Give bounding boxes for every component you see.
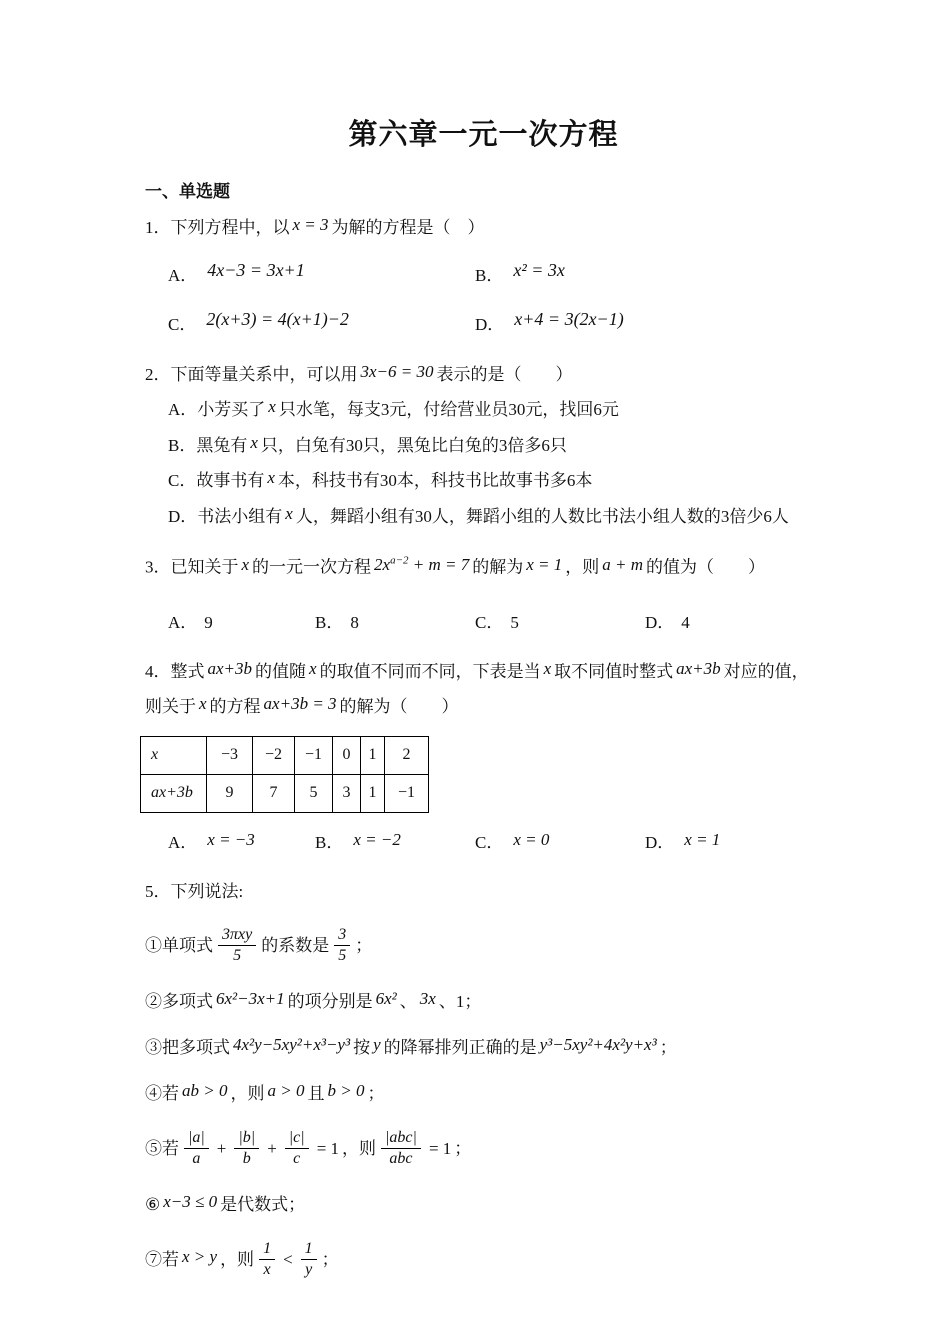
q4-cell-x-5: 1 [361, 736, 385, 774]
fraction-denominator: y [305, 1261, 313, 1279]
q5-s7-text-1: ⑦若 [145, 1249, 179, 1269]
q5-s1-fraction-2 [334, 926, 350, 966]
q2-option-b-var: x [250, 432, 258, 452]
q5-s5-fraction-abc [381, 1129, 421, 1169]
q5-s2-polynomial: 6x²−3x+1 [216, 988, 285, 1008]
q5-s3-text-4: ； [659, 1037, 677, 1057]
question-4-options [168, 825, 822, 860]
q1-text-2: 为解的方程是（ ） [331, 218, 485, 237]
q5-s3-var-y: y [373, 1034, 381, 1054]
fraction-denominator: c [293, 1150, 301, 1168]
q5-s5-fraction-c [285, 1129, 309, 1169]
q4-var-x-1: x [309, 658, 317, 678]
question-3 [145, 538, 822, 640]
q5-s1-text-1: ①单项式 [145, 935, 213, 955]
question-2 [145, 357, 822, 534]
q5-s7-text-3: ； [321, 1249, 339, 1269]
question-1 [145, 210, 822, 335]
q4-option-b-formula: x = −2 [353, 829, 401, 849]
less-than-operator: < [283, 1249, 293, 1269]
q5-s5-text-3: ； [454, 1138, 472, 1158]
q4-option-a-label: A． [168, 832, 198, 852]
question-3-stem [145, 538, 822, 593]
q1-option-a [168, 261, 475, 286]
q4-cell-v-5: 1 [361, 774, 385, 812]
q1-option-b [475, 261, 822, 286]
q4-expr-2: ax+3b [676, 658, 721, 678]
q2-option-a-var: x [268, 397, 276, 416]
q5-s2-term-2: 3x [419, 988, 436, 1008]
q4-cell-x-header: x [141, 736, 207, 774]
q5-statement-3 [145, 1029, 822, 1066]
q5-s3-text-3: 的降幂排列正确的是 [383, 1037, 537, 1057]
q2-option-c [168, 463, 822, 499]
q4-text-4: 取不同值时整式 [554, 661, 674, 681]
q4-option-a [168, 825, 315, 860]
q4-cell-x-6: 2 [385, 736, 429, 774]
question-5 [145, 874, 822, 1285]
q3-option-c-value: 5 [510, 612, 519, 632]
equals-one: = 1 [316, 1138, 340, 1158]
q4-cell-expr-header: ax+3b [141, 774, 207, 812]
q4-option-b-label: B． [315, 832, 344, 852]
q3-text-4: ，则 [565, 557, 600, 577]
q4-text-7: 的方程 [209, 696, 261, 716]
q4-cell-x-1: −3 [207, 736, 253, 774]
q5-s4-text-3: 且 [307, 1083, 325, 1103]
q1-text-1: 1．下列方程中，以 [145, 218, 290, 237]
question-2-stem [145, 357, 822, 392]
q3-option-d-label: D． [645, 612, 675, 632]
q5-s7-fraction-y [301, 1240, 317, 1280]
q4-option-c-formula: x = 0 [513, 829, 550, 849]
page-title: 第六章一元一次方程 [348, 119, 619, 151]
fraction-denominator: b [242, 1150, 251, 1168]
q2-option-d [168, 499, 822, 535]
q2-option-b-post: 只，白兔有30只，黑兔比白兔的3倍多6只 [260, 435, 567, 455]
q5-s6-text-2: 是代数式； [220, 1194, 306, 1214]
q3-text-2: 的一元一次方程 [252, 557, 372, 577]
fraction-denominator: 5 [338, 947, 347, 965]
q1-option-a-formula: 4x−3 = 3x+1 [207, 260, 305, 280]
q4-cell-x-4: 0 [333, 736, 361, 774]
q4-cell-v-2: 7 [253, 774, 295, 812]
q4-text-3: 的取值不同而不同，下表是当 [319, 661, 541, 681]
fraction-numerator: 1 [259, 1240, 275, 1260]
q3-option-d-value: 4 [681, 612, 690, 632]
q5-s4-text-1: ④若 [145, 1083, 179, 1103]
q2-option-a-post: 只水笔，每支3元，付给营业员30元，找回6元 [278, 400, 619, 419]
q3-option-a [168, 605, 315, 640]
q3-option-c-label: C． [475, 612, 504, 632]
q4-option-d-label: D． [645, 832, 675, 852]
q5-s1-text-2: 的系数是 [261, 935, 330, 955]
q3-option-b-value: 8 [350, 612, 359, 632]
q2-text-1: 2．下面等量关系中，可以用 [145, 365, 358, 384]
q2-option-c-var: x [267, 468, 275, 487]
q2-option-d-post: 人，舞蹈小组有30人，舞蹈小组的人数比书法小组人数的3倍少6人 [295, 506, 789, 526]
q3-option-b-label: B． [315, 612, 344, 632]
q2-equation: 3x−6 = 30 [360, 362, 434, 381]
q4-text-8: 的解为（ ） [339, 696, 459, 716]
q4-cell-x-3: −1 [295, 736, 333, 774]
q5-s7-cond: x > y [182, 1246, 218, 1266]
q5-s2-term-1: 6x² [375, 988, 397, 1008]
q4-option-d [645, 825, 822, 860]
q5-s2-text-3: 、1； [438, 991, 482, 1011]
q1-option-c-formula: 2(x+3) = 4(x+1)−2 [206, 309, 349, 329]
q5-s4-concl-1: a > 0 [267, 1080, 305, 1100]
fraction-denominator: 5 [233, 947, 242, 965]
q5-statement-7 [145, 1235, 822, 1285]
q4-cell-v-6: −1 [385, 774, 429, 812]
q1-option-a-label: A． [168, 266, 198, 285]
q3-option-c [475, 605, 645, 640]
q4-value-table [140, 736, 429, 813]
q3-equation [374, 555, 469, 574]
fraction-numerator: 1 [301, 1240, 317, 1260]
q5-s1-fraction-1 [218, 926, 256, 966]
q4-option-d-formula: x = 1 [684, 829, 721, 849]
q1-option-d-label: D． [475, 315, 505, 334]
fraction-numerator: |abc| [381, 1129, 421, 1149]
q3-option-a-label: A． [168, 612, 198, 632]
q4-equation: ax+3b = 3 [263, 693, 337, 713]
q2-option-a [168, 392, 822, 428]
q2-option-b [168, 428, 822, 464]
q5-s3-text-1: ③把多项式 [145, 1037, 230, 1057]
q3-option-a-value: 9 [204, 612, 213, 632]
q4-option-b [315, 825, 475, 860]
question-1-options [168, 261, 822, 335]
q5-s6-text-1: ⑥ [145, 1194, 161, 1214]
q4-cell-v-3: 5 [295, 774, 333, 812]
q1-option-d-formula: x+4 = 3(2x−1) [514, 309, 624, 329]
q5-statement-2 [145, 983, 822, 1020]
q5-s7-fraction-x [259, 1240, 275, 1280]
q1-option-d [475, 310, 822, 335]
q5-s5-text-2: ，则 [342, 1138, 377, 1158]
q5-s2-sep: 、 [399, 991, 417, 1011]
q5-s7-text-2: ，则 [220, 1249, 255, 1269]
q3-target-expr: a + m [602, 554, 644, 574]
q1-option-c [168, 310, 475, 335]
q4-cell-v-4: 3 [333, 774, 361, 812]
q5-statement-6 [145, 1186, 822, 1223]
fraction-numerator: 3πxy [218, 926, 256, 946]
question-2-options [145, 392, 822, 534]
q4-option-c [475, 825, 645, 860]
q4-cell-v-1: 9 [207, 774, 253, 812]
q4-text-1: 4．整式 [145, 661, 205, 681]
q4-table-row-expr [141, 774, 429, 812]
q3-text-5: 的值为（ ） [646, 557, 766, 577]
q3-text-1: 3．已知关于 [145, 557, 239, 577]
q5-s5-fraction-a [184, 1129, 209, 1169]
fraction-numerator: 3 [334, 926, 350, 946]
q4-option-c-label: C． [475, 832, 504, 852]
q5-s3-ordered-polynomial: y³−5xy²+4x²y+x³ [539, 1034, 657, 1054]
q3-eq-rest: + m = 7 [408, 554, 470, 574]
q2-option-b-pre: B．黑兔有 [168, 435, 248, 455]
q3-var-x: x [241, 554, 250, 574]
q5-s2-text-1: ②多项式 [145, 991, 213, 1011]
q5-s6-inequality: x−3 ≤ 0 [163, 1191, 218, 1211]
fraction-numerator: |b| [234, 1129, 259, 1149]
q2-option-d-var: x [285, 503, 293, 523]
fraction-numerator: |a| [184, 1129, 209, 1149]
q4-expr-1: ax+3b [207, 658, 253, 678]
question-1-stem [145, 210, 822, 245]
q5-s5-fraction-b [234, 1129, 259, 1169]
question-4-stem-line2 [145, 689, 822, 724]
q5-statement-1 [145, 921, 822, 971]
q4-text-6: 则关于 [145, 696, 196, 716]
q2-option-d-pre: D．书法小组有 [168, 506, 283, 526]
q1-option-b-label: B． [475, 266, 504, 285]
q4-text-5: 对应的值， [723, 661, 809, 681]
q3-text-3: 的解为 [472, 557, 524, 577]
section-heading: 一、单选题 [145, 182, 230, 201]
question-5-stem: 5．下列说法: [145, 881, 244, 901]
q4-var-x-2: x [543, 658, 552, 678]
equals-one: = 1 [428, 1138, 452, 1158]
q5-s2-text-2: 的项分别是 [287, 991, 373, 1011]
q2-text-2: 表示的是（ ） [436, 365, 573, 384]
q5-s4-text-2: ，则 [230, 1083, 265, 1103]
q2-option-c-post: 本，科技书有30本，科技书比故事书多6本 [277, 471, 593, 490]
q4-option-a-formula: x = −3 [207, 829, 255, 849]
fraction-numerator: |c| [285, 1129, 309, 1149]
q5-s1-text-3: ； [355, 935, 373, 955]
plus-operator: + [267, 1138, 277, 1158]
q5-s4-concl-2: b > 0 [327, 1080, 365, 1100]
question-3-options [168, 605, 822, 640]
question-4 [145, 654, 822, 860]
q2-option-a-pre: A．小芳买了 [168, 400, 266, 419]
q4-var-x-3: x [199, 693, 207, 713]
q4-table-row-x [141, 736, 429, 774]
q3-option-d [645, 605, 822, 640]
q5-s3-text-2: 按 [353, 1037, 371, 1057]
q3-option-b [315, 605, 475, 640]
question-4-stem-line1 [145, 654, 822, 689]
q5-s4-text-4: ； [367, 1083, 385, 1103]
q5-statement-4 [145, 1075, 822, 1112]
plus-operator: + [216, 1138, 227, 1158]
q5-s3-polynomial: 4x²y−5xy²+x³−y³ [233, 1034, 351, 1054]
fraction-denominator: x [263, 1261, 271, 1279]
fraction-denominator: abc [389, 1150, 413, 1168]
q3-eq-base: 2x [374, 554, 391, 574]
q2-option-c-pre: C．故事书有 [168, 471, 265, 490]
q1-option-c-label: C． [168, 315, 197, 334]
q3-solution: x = 1 [526, 554, 563, 574]
q5-statement-5 [145, 1124, 822, 1174]
q5-s4-cond: ab > 0 [182, 1080, 228, 1100]
fraction-denominator: a [192, 1150, 201, 1168]
q5-s5-text-1: ⑤若 [145, 1138, 179, 1158]
q4-text-2: 的值随 [255, 661, 307, 681]
q1-option-b-formula: x² = 3x [513, 260, 565, 280]
q1-math-x-equals-3: x = 3 [292, 215, 329, 234]
q3-eq-exponent: a−2 [390, 554, 409, 566]
q4-cell-x-2: −2 [253, 736, 295, 774]
